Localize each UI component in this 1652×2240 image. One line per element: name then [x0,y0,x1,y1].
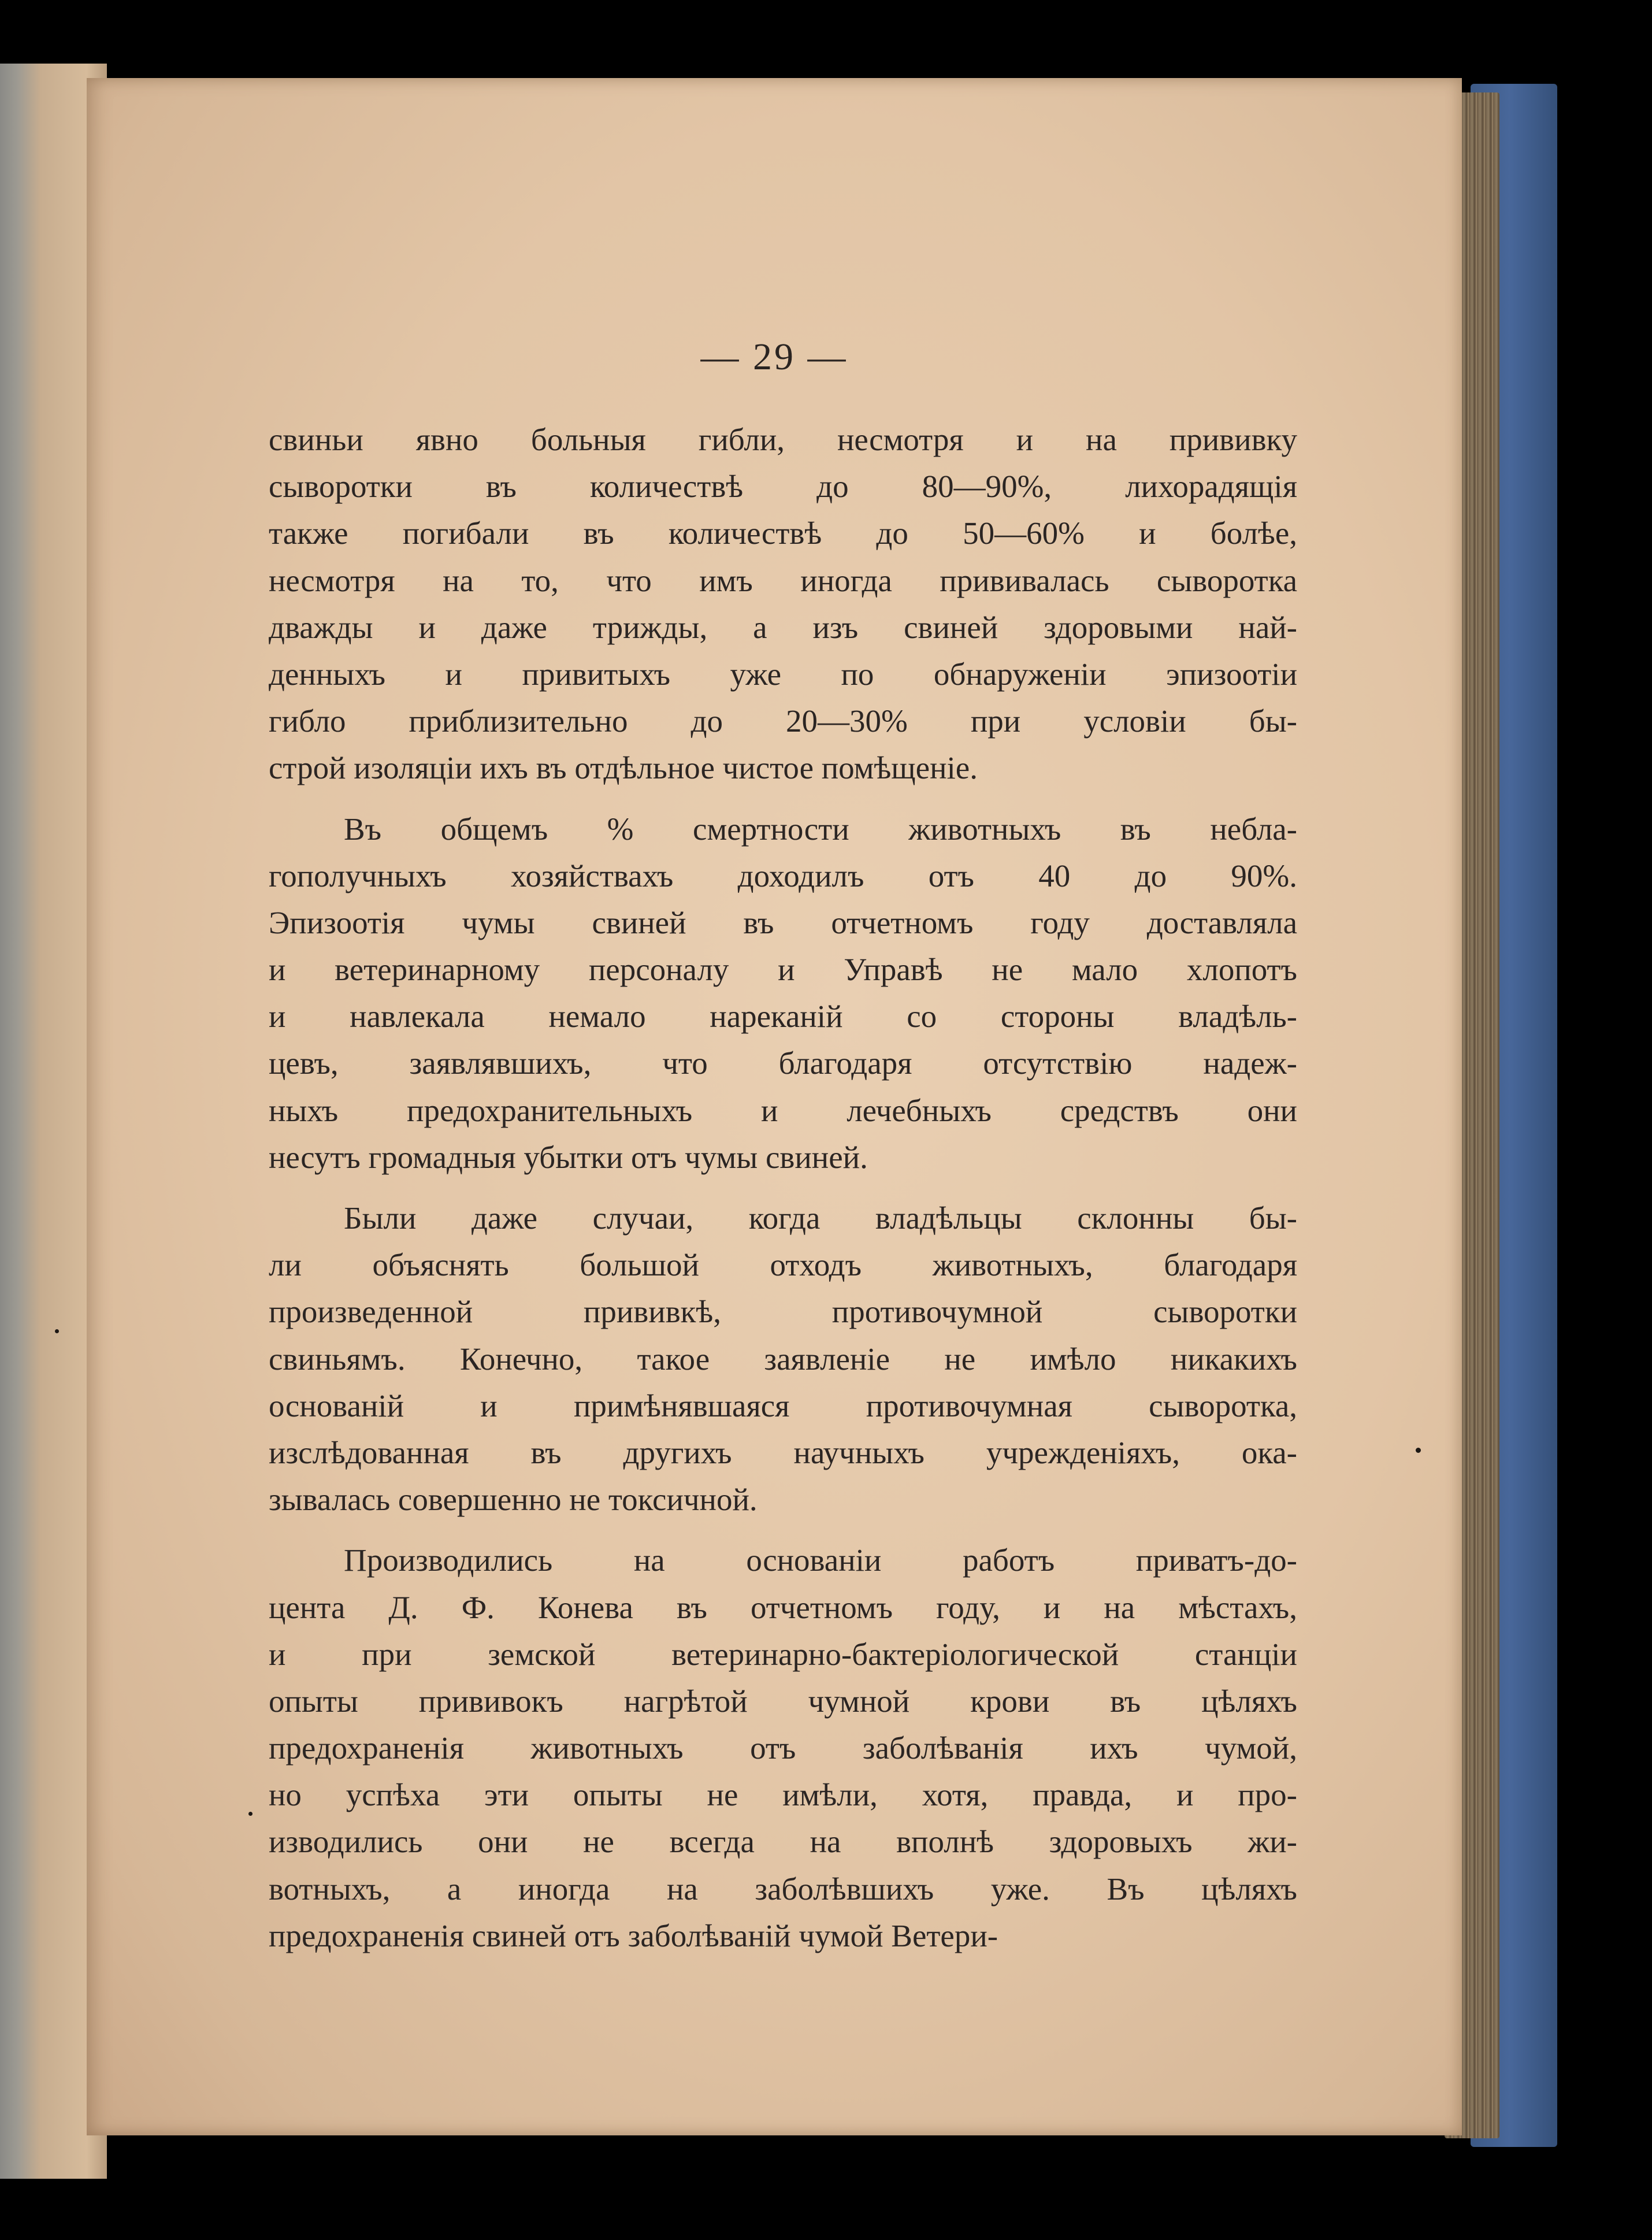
ink-speck [1416,1448,1421,1453]
text-line: также погибали въ количествѣ до 50—60% и болѣе, [269,516,1297,551]
text-line: изводились они не всегда на вполнѣ здоровыхъ жи- [269,1824,1297,1860]
page-number: — 29 — [700,336,848,378]
ink-speck [248,1812,253,1816]
text-line: несмотря на то, что имъ иногда прививалась сыворотка [269,562,1297,598]
text-line: Эпизоотія чумы свиней въ отчетномъ году доставляла [269,904,1297,940]
text-line: но успѣха эти опыты не имѣли, хотя, правда, и про- [269,1777,1297,1813]
text-line: и при земской ветеринарно-бактеріологической станціи [269,1636,1297,1672]
page-body-text [269,416,1297,1959]
text-line: денныхъ и привитыхъ уже по обнаруженіи эпизоотіи [269,656,1297,692]
text-line: ныхъ предохранительныхъ и лечебныхъ средствъ они [269,1092,1297,1128]
text-line: основаній и примѣнявшаяся противочумная сыворотка, [269,1388,1297,1423]
paragraph [269,806,1297,1181]
paragraph [269,416,1297,792]
text-line: дважды и даже трижды, а изъ свиней здоровыми най- [269,609,1297,645]
text-line: несутъ громадныя убытки отъ чумы свиней. [269,1139,868,1175]
text-line: Были даже случаи, когда владѣльцы склонны бы- [344,1200,1297,1236]
text-line: опыты прививокъ нагрѣтой чумной крови въ цѣляхъ [269,1683,1297,1719]
text-line: вотныхъ, а иногда на заболѣвшихъ уже. Въ цѣляхъ [269,1871,1297,1907]
paragraph [269,1537,1297,1959]
text-line: сыворотки въ количествѣ до 80—90%, лихорадящія [269,469,1297,505]
text-line: и навлекала немало нареканій со стороны владѣль- [269,999,1297,1034]
text-line: предохраненія животныхъ отъ заболѣванія ихъ чумой, [269,1730,1297,1766]
text-line: гополучныхъ хозяйствахъ доходилъ отъ 40 до 90%. [269,858,1297,893]
text-line: зывалась совершенно не токсичной. [269,1482,758,1518]
book-page [87,78,1462,2135]
text-line: цента Д. Ф. Конева въ отчетномъ году, и на мѣстахъ, [269,1589,1297,1625]
paragraph [269,1195,1297,1523]
text-line: цевъ, заявлявшихъ, что благодаря отсутствію надеж- [269,1045,1297,1081]
text-line: Производились на основаніи работъ приватъ-до- [344,1542,1297,1578]
text-line: ли объяснять большой отходъ животныхъ, благодаря [269,1247,1297,1283]
text-line: Въ общемъ % смертности животныхъ въ небла- [344,811,1297,847]
text-line: строй изоляціи ихъ въ отдѣльное чистое помѣщеніе. [269,750,978,786]
text-line: свиньи явно больныя гибли, несмотря и на прививку [269,422,1297,457]
text-line: изслѣдованная въ другихъ научныхъ учрежденіяхъ, ока- [269,1434,1297,1470]
text-line: предохраненія свиней отъ заболѣваній чумой Ветери- [269,1918,998,1953]
text-line: гибло приблизительно до 20—30% при условіи бы- [269,703,1297,739]
text-line: произведенной прививкѣ, противочумной сыворотки [269,1294,1297,1330]
ink-speck [55,1329,59,1333]
text-line: свиньямъ. Конечно, такое заявленіе не имѣло никакихъ [269,1341,1297,1377]
text-line: и ветеринарному персоналу и Управѣ не мало хлопотъ [269,952,1297,988]
